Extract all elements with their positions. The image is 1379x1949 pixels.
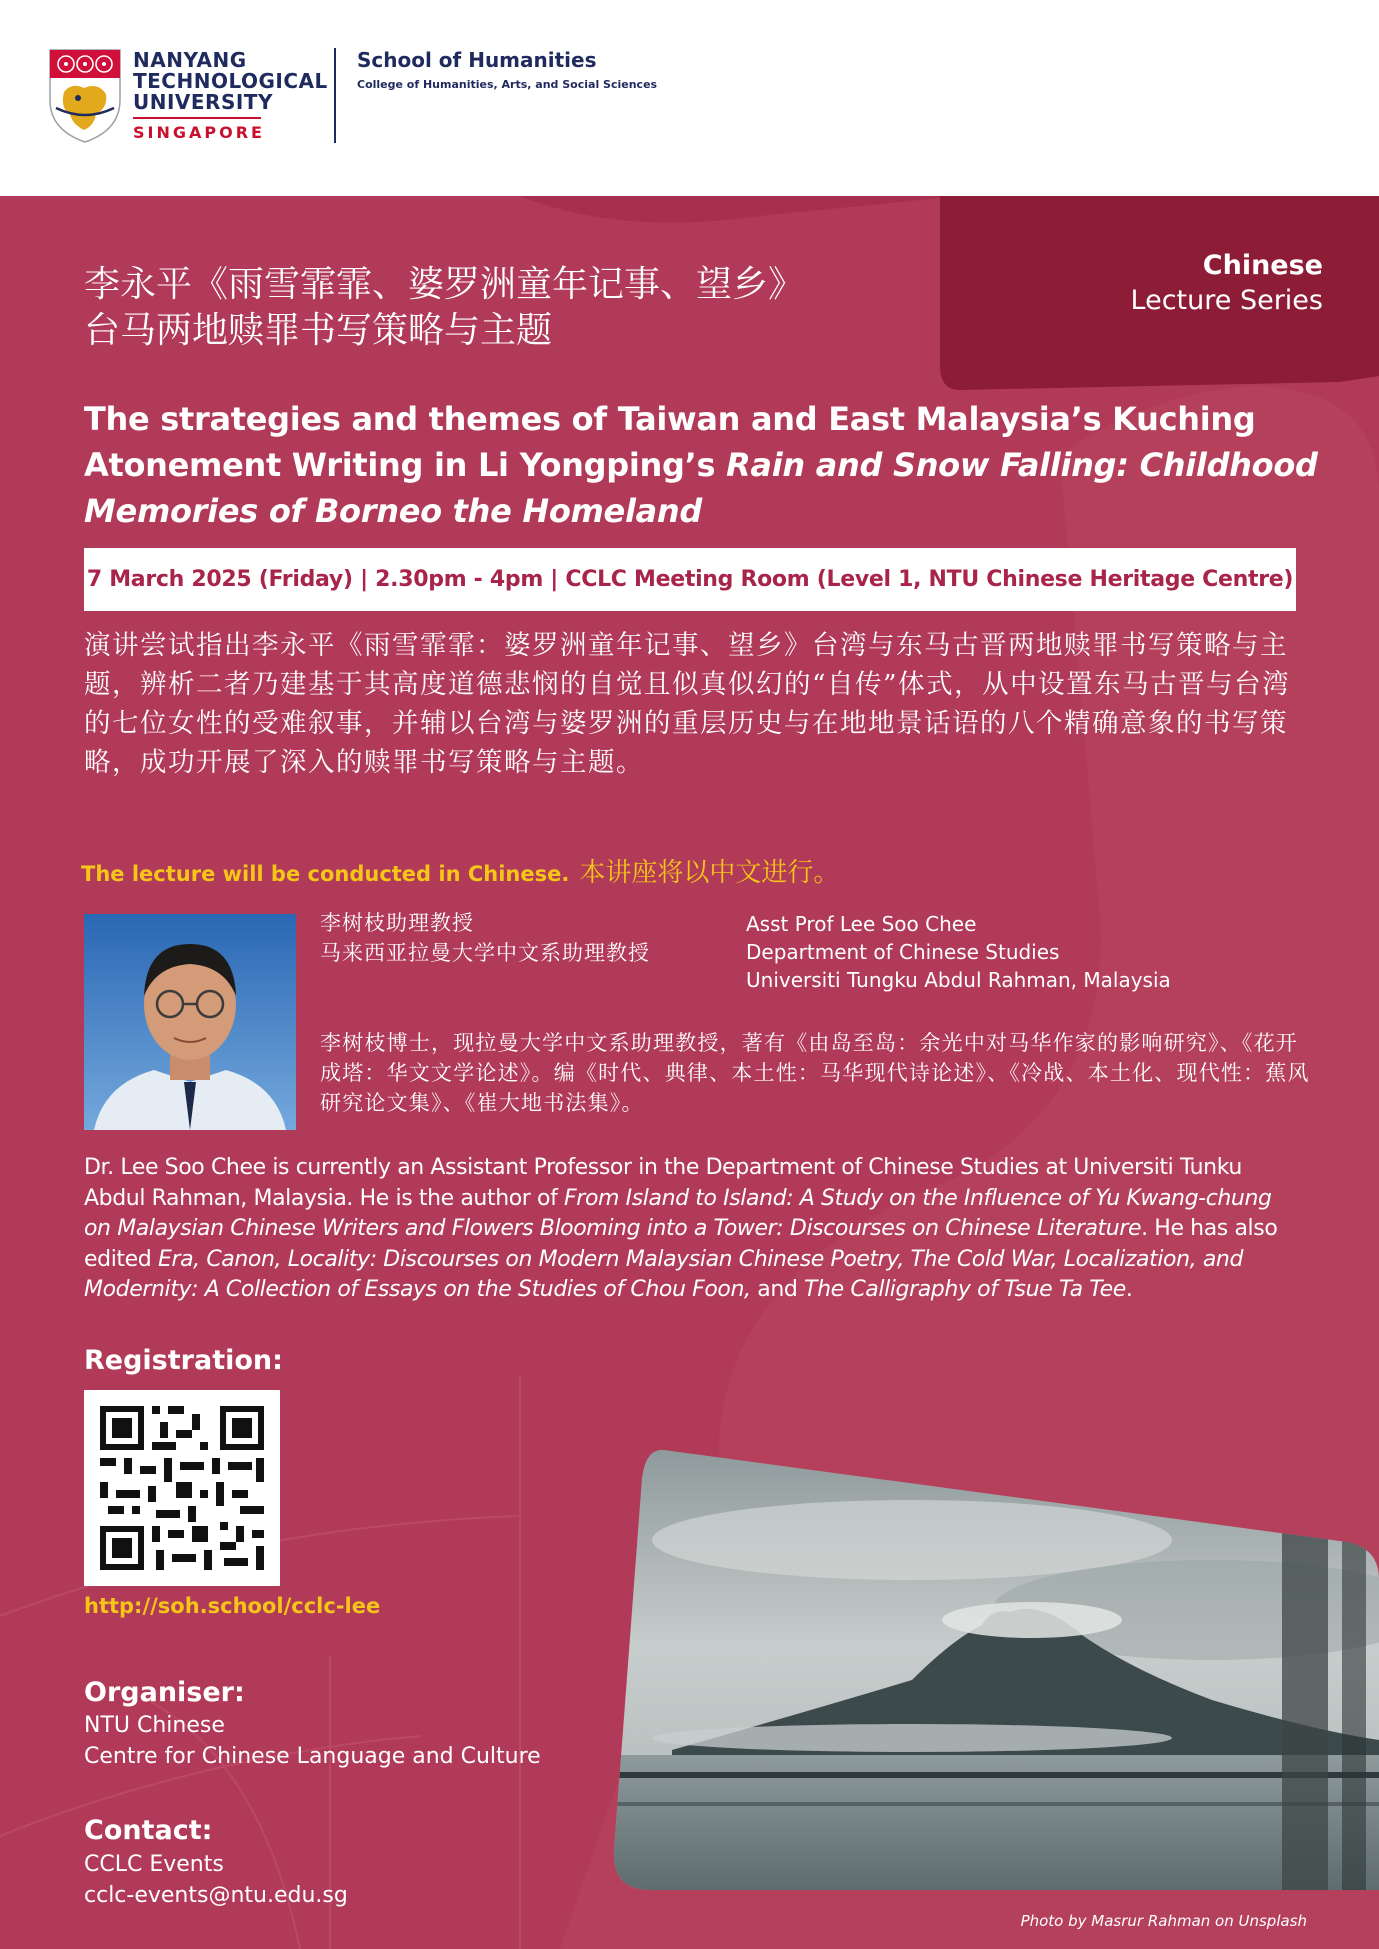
speaker-en-university: Universiti Tungku Abdul Rahman, Malaysia xyxy=(746,968,1171,992)
contact-line: CCLC Events xyxy=(84,1852,224,1877)
series-line2: Lecture Series xyxy=(1130,285,1323,316)
photo-credit: Photo by Masrur Rahman on Unsplash xyxy=(1020,1912,1307,1930)
speaker-en-name: Asst Prof Lee Soo Chee xyxy=(746,912,977,936)
speaker-english-info xyxy=(746,910,1171,994)
header xyxy=(0,0,1379,196)
bio-text: . xyxy=(1125,1277,1133,1302)
chinese-title-line1: 李永平《雨雪霏霏、婆罗洲童年记事、望乡》 xyxy=(84,264,805,305)
bio-text: and xyxy=(750,1277,805,1302)
bio-book-title: Era, Canon, Locality: Discourses on Modern Malaysian Chinese Poetry, The Cold War, Localization, and Modernity: A Collection of Essays on the Studies of Chou Foon, xyxy=(84,1246,1244,1302)
ntu-crest-logo xyxy=(48,48,122,144)
university-line: UNIVERSITY xyxy=(133,90,273,114)
organiser-heading: Organiser: xyxy=(84,1677,245,1708)
chinese-title-line2: 台马两地赎罪书写策略与主题 xyxy=(84,310,553,351)
lecture-series-label xyxy=(1131,250,1323,316)
university-line: NANYANG xyxy=(133,48,247,72)
speaker-cn-affiliation: 马来西亚拉曼大学中文系助理教授 xyxy=(320,941,650,965)
speaker-english-bio xyxy=(84,1153,1296,1306)
registration-qr-code[interactable] xyxy=(84,1390,280,1586)
bio-book-title: The Calligraphy of Tsue Ta Tee xyxy=(804,1277,1126,1302)
header-divider xyxy=(334,48,336,143)
chinese-title xyxy=(84,262,804,354)
university-country: SINGAPORE xyxy=(133,117,261,143)
english-title xyxy=(84,396,1334,534)
event-info-bar: 7 March 2025 (Friday) | 2.30pm - 4pm | CCLC Meeting Room (Level 1, NTU Chinese Heritage Centre) xyxy=(84,548,1296,611)
chinese-abstract: 演讲尝试指出李永平《雨雪霏霏：婆罗洲童年记事、望乡》台湾与东马古晋两地赎罪书写策略与主题，辨析二者乃建基于其高度道德悲悯的自觉且似真似幻的“自传”体式，从中设置东马古晋与台湾的七位女性的受难叙事，并辅以台湾与婆罗洲的重层历史与在地地景话语的八个精确意象的书写策略，成功开展了深入的赎罪书写策略与主题。 xyxy=(84,630,1291,778)
organiser-line: Centre for Chinese Language and Culture xyxy=(84,1744,541,1769)
series-line1: Chinese xyxy=(1202,250,1323,281)
language-note xyxy=(81,852,839,889)
contact-text xyxy=(84,1849,348,1911)
speaker-chinese-bio: 李树枝博士，现拉曼大学中文系助理教授，著有《由岛至岛：余光中对马华作家的影响研究》、《花开成塔：华文文学论述》。编《时代、典律、本土性：马华现代诗论述》、《冷战、本土化、现代性：蕉风研究论文集》、《崔大地书法集》。 xyxy=(320,1031,1310,1115)
mountain-landscape-photo xyxy=(612,1450,1379,1890)
bio-book-title: From Island to Island: A Study on the Influence of Yu Kwang-chung on Malaysian Chinese Writers and Flowers Blooming into a Tower: Discourses on Chinese Literature xyxy=(84,1185,1272,1241)
contact-heading: Contact: xyxy=(84,1815,213,1846)
language-note-en: The lecture will be conducted in Chinese. xyxy=(81,862,570,886)
organiser-text xyxy=(84,1710,541,1772)
bio-text: Dr. Lee Soo Chee is currently an Assistant Professor in the Department of Chinese Studies at Universiti Tunku Abdul Rahman, Malaysia. He is the author of xyxy=(84,1155,1242,1211)
speaker-chinese-info xyxy=(320,908,650,968)
school-name: School of Humanities xyxy=(357,48,597,72)
english-title-book: Rain and Snow Falling: Childhood Memories of Borneo the Homeland xyxy=(84,446,1318,530)
speaker-cn-name: 李树枝助理教授 xyxy=(320,911,474,935)
english-title-text: The strategies and themes of Taiwan and East Malaysia’s Kuching Atonement Writing in Li Yongping’s xyxy=(84,400,1256,484)
speaker-en-department: Department of Chinese Studies xyxy=(746,940,1060,964)
college-name: College of Humanities, Arts, and Social Sciences xyxy=(357,78,658,91)
registration-link[interactable]: http://soh.school/cclc-lee xyxy=(84,1594,381,1618)
university-name xyxy=(133,50,328,143)
bio-text: . He has also edited xyxy=(84,1216,1278,1272)
university-line: TECHNOLOGICAL xyxy=(133,69,328,93)
language-note-cn: 本讲座将以中文进行。 xyxy=(579,858,840,888)
contact-email[interactable]: cclc-events@ntu.edu.sg xyxy=(84,1883,348,1908)
organiser-line: NTU Chinese xyxy=(84,1713,225,1738)
speaker-portrait xyxy=(84,914,296,1130)
registration-heading: Registration: xyxy=(84,1345,283,1376)
